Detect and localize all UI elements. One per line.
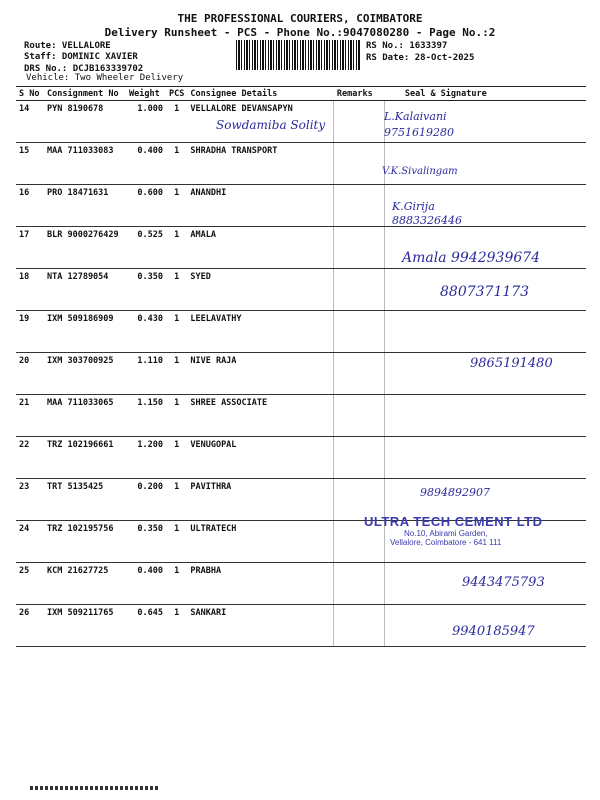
handwriting-phone: 9894892907: [420, 486, 490, 499]
cell-consignment: TRT 5135425: [44, 479, 126, 521]
cell-sno: 18: [16, 269, 44, 311]
cell-sno: 25: [16, 563, 44, 605]
company-stamp: [364, 514, 543, 547]
cell-consignment: MAA 711033083: [44, 143, 126, 185]
cell-consignee: SANKARI: [187, 605, 334, 647]
cell-remarks: [334, 227, 385, 269]
cell-weight: 0.400: [126, 143, 166, 185]
cell-remarks: [334, 395, 385, 437]
cell-consignee: SHRADHA TRANSPORT: [187, 143, 334, 185]
cell-pcs: 1: [166, 311, 187, 353]
cell-remarks: [334, 143, 385, 185]
cell-pcs: 1: [166, 479, 187, 521]
cell-sno: 15: [16, 143, 44, 185]
table-row: [16, 143, 586, 185]
col-signature: Seal & Signature: [385, 87, 586, 101]
cell-pcs: 1: [166, 521, 187, 563]
cell-weight: 1.200: [126, 437, 166, 479]
table-row: [16, 395, 586, 437]
handwriting-phone: 9751619280: [384, 126, 454, 139]
table-row: [16, 311, 586, 353]
cell-consignee: NIVE RAJA: [187, 353, 334, 395]
stamp-address-line: No.10, Abirami Garden,: [404, 529, 488, 538]
col-consignment: Consignment No: [44, 87, 126, 101]
handwriting-signature: V.K.Sivalingam: [382, 166, 458, 177]
cell-consignment: NTA 12789054: [44, 269, 126, 311]
footer-marks: [30, 786, 160, 790]
cell-consignee: PRABHA: [187, 563, 334, 605]
cell-sno: 21: [16, 395, 44, 437]
cell-consignee: VELLALORE DEVANSAPYN: [187, 101, 334, 143]
cell-sno: 23: [16, 479, 44, 521]
cell-pcs: 1: [166, 353, 187, 395]
staff-label: Staff: DOMINIC XAVIER: [24, 52, 138, 62]
cell-pcs: 1: [166, 143, 187, 185]
cell-remarks: [334, 563, 385, 605]
cell-consignee: PAVITHRA: [187, 479, 334, 521]
cell-weight: 0.350: [126, 521, 166, 563]
handwriting-phone: 9940185947: [452, 624, 535, 639]
cell-sno: 26: [16, 605, 44, 647]
cell-consignment: KCM 21627725: [44, 563, 126, 605]
cell-weight: 0.600: [126, 185, 166, 227]
cell-consignee: SHREE ASSOCIATE: [187, 395, 334, 437]
cell-consignment: IXM 303700925: [44, 353, 126, 395]
col-weight: Weight: [126, 87, 166, 101]
route-label: Route: VELLALORE: [24, 41, 111, 51]
cell-weight: 1.150: [126, 395, 166, 437]
cell-consignment: MAA 711033065: [44, 395, 126, 437]
cell-weight: 0.525: [126, 227, 166, 269]
cell-pcs: 1: [166, 269, 187, 311]
cell-signature: [385, 311, 586, 353]
cell-weight: 0.400: [126, 563, 166, 605]
col-sno: S No: [16, 87, 44, 101]
document-title: THE PROFESSIONAL COURIERS, COIMBATORE: [177, 12, 423, 25]
col-pcs: PCS: [166, 87, 187, 101]
cell-consignment: PRO 18471631: [44, 185, 126, 227]
cell-signature: [385, 143, 586, 185]
handwriting-phone: 8883326446: [392, 214, 462, 227]
handwriting-phone: 9865191480: [470, 356, 553, 371]
cell-pcs: 1: [166, 395, 187, 437]
stamp-company-name: ULTRA TECH CEMENT LTD: [364, 514, 543, 529]
cell-consignment: TRZ 102196661: [44, 437, 126, 479]
cell-consignment: IXM 509211765: [44, 605, 126, 647]
cell-signature: [385, 437, 586, 479]
cell-remarks: [334, 311, 385, 353]
cell-sno: 19: [16, 311, 44, 353]
handwriting-signature: Amala 9942939674: [402, 250, 541, 266]
handwriting-phone: 8807371173: [440, 284, 530, 300]
cell-pcs: 1: [166, 185, 187, 227]
cell-consignee: ANANDHI: [187, 185, 334, 227]
cell-sno: 16: [16, 185, 44, 227]
document-subtitle: Delivery Runsheet - PCS - Phone No.:9047080280 - Page No.:2: [104, 26, 496, 39]
cell-weight: 0.645: [126, 605, 166, 647]
stamp-address-line: Vellalore, Coimbatore - 641 111: [390, 538, 502, 547]
cell-consignment: BLR 9000276429: [44, 227, 126, 269]
cell-consignment: IXM 509186909: [44, 311, 126, 353]
cell-weight: 1.110: [126, 353, 166, 395]
cell-remarks: [334, 437, 385, 479]
cell-remarks: [334, 101, 385, 143]
cell-weight: 0.430: [126, 311, 166, 353]
cell-weight: 1.000: [126, 101, 166, 143]
cell-pcs: 1: [166, 605, 187, 647]
cell-consignment: PYN 8190678: [44, 101, 126, 143]
cell-consignee: LEELAVATHY: [187, 311, 334, 353]
cell-remarks: [334, 353, 385, 395]
cell-remarks: [334, 605, 385, 647]
cell-consignee: SYED: [187, 269, 334, 311]
cell-remarks: [334, 269, 385, 311]
cell-pcs: 1: [166, 563, 187, 605]
cell-consignee: ULTRATECH: [187, 521, 334, 563]
cell-sno: 20: [16, 353, 44, 395]
table-row: [16, 185, 586, 227]
cell-pcs: 1: [166, 227, 187, 269]
cell-pcs: 1: [166, 101, 187, 143]
handwriting-signature: L.Kalaivani: [384, 110, 447, 123]
cell-consignment: TRZ 102195756: [44, 521, 126, 563]
vehicle-label: Vehicle: Two Wheeler Delivery: [26, 73, 184, 83]
handwriting-phone: 9443475793: [462, 575, 545, 590]
barcode: [236, 40, 360, 70]
table-header-row: [16, 87, 586, 101]
table-row: [16, 437, 586, 479]
cell-sno: 17: [16, 227, 44, 269]
rs-number: RS No.: 1633397: [366, 41, 448, 51]
handwriting-note: Sowdamiba Solity: [216, 118, 326, 132]
col-remarks: Remarks: [334, 87, 385, 101]
cell-sno: 14: [16, 101, 44, 143]
cell-remarks: [334, 185, 385, 227]
drs-label: DRS No.: DCJB163339702: [24, 64, 144, 74]
handwriting-signature: K.Girija: [392, 200, 435, 213]
cell-weight: 0.200: [126, 479, 166, 521]
col-consignee: Consignee Details: [187, 87, 334, 101]
cell-sno: 24: [16, 521, 44, 563]
cell-sno: 22: [16, 437, 44, 479]
cell-consignee: AMALA: [187, 227, 334, 269]
cell-signature: [385, 395, 586, 437]
cell-consignee: VENUGOPAL: [187, 437, 334, 479]
rs-date: RS Date: 28-Oct-2025: [366, 53, 475, 63]
cell-weight: 0.350: [126, 269, 166, 311]
cell-pcs: 1: [166, 437, 187, 479]
